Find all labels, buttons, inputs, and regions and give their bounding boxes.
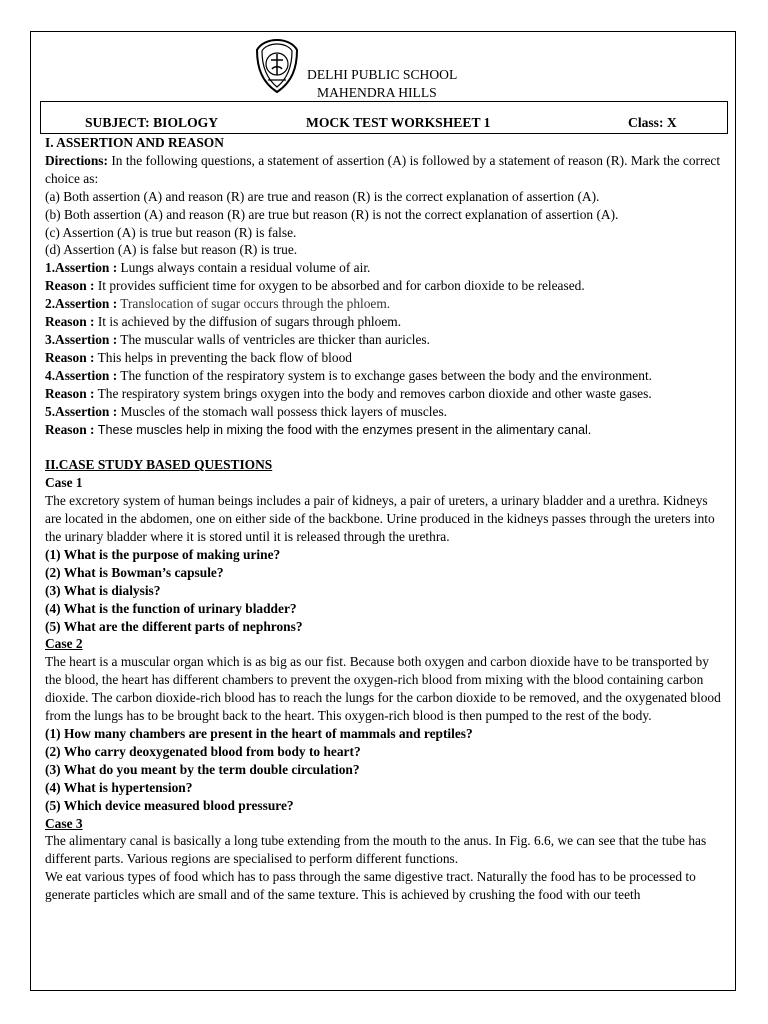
case1-question: (3) What is dialysis? bbox=[45, 582, 161, 598]
assertion-3 bbox=[45, 331, 725, 349]
directions-label: Directions: bbox=[45, 152, 108, 168]
reason-label: Reason : bbox=[45, 314, 95, 330]
assertion-label: 4.Assertion : bbox=[45, 367, 118, 383]
subject-label: SUBJECT: BIOLOGY bbox=[85, 115, 219, 130]
case3-text-2: We eat various types of food which has to pass through the same digestive tract. Naturally the food has to be processed to generate particles which are small and of the same texture. This is achieved by crushing the food with our teeth bbox=[45, 869, 696, 903]
section2-heading: II.CASE STUDY BASED QUESTIONS bbox=[45, 457, 273, 473]
assertion-text: The function of the respiratory system is to exchange gases between the body and the environment. bbox=[117, 367, 653, 383]
case1-question: (4) What is the function of urinary bladder? bbox=[45, 600, 297, 616]
reason-label: Reason : bbox=[45, 349, 95, 365]
reason-text: This helps in preventing the back flow of blood bbox=[94, 349, 352, 365]
assertion-text: Lungs always contain a residual volume of air. bbox=[117, 260, 371, 276]
reason-label: Reason : bbox=[45, 421, 95, 437]
spacer bbox=[45, 439, 725, 456]
case1-question: (2) What is Bowman’s capsule? bbox=[45, 564, 224, 580]
reason-4 bbox=[45, 385, 725, 403]
choice-a: (a) Both assertion (A) and reason (R) are true and reason (R) is the correct explanation of assertion (A). bbox=[45, 188, 600, 204]
case2-title: Case 2 bbox=[45, 636, 83, 652]
worksheet-content bbox=[45, 134, 725, 904]
reason-text: These muscles help in mixing the food with the enzymes present in the alimentary canal. bbox=[94, 422, 592, 437]
case3-text-1: The alimentary canal is basically a long tube extending from the mouth to the anus. In Fig. 6.6, we can see that the tube has different parts. Various regions are specialised to perform different functions. bbox=[45, 833, 707, 867]
school-name-block bbox=[307, 66, 457, 101]
case2-text: The heart is a muscular organ which is as big as our fist. Because both oxygen and carbon dioxide have to be transported by the blood, the heart has different chambers to prevent the oxygen-rich blood from mixing with the blood containing carbon dioxide. The carbon dioxide-rich blood has to reach the lungs for the carbon dioxide to be removed, and the oxygenated blood from the lungs has to be brought back to the heart. This oxygen-rich blood is then pumped to the rest of the body. bbox=[45, 654, 721, 724]
assertion-text: The muscular walls of ventricles are thicker than auricles. bbox=[117, 331, 430, 347]
assertion-4 bbox=[45, 367, 725, 385]
choice-c: (c) Assertion (A) is true but reason (R) is false. bbox=[45, 224, 297, 240]
choice-b: (b) Both assertion (A) and reason (R) are true but reason (R) is not the correct explanation of assertion (A). bbox=[45, 206, 619, 222]
reason-label: Reason : bbox=[45, 385, 95, 401]
case1-question: (1) What is the purpose of making urine? bbox=[45, 546, 281, 562]
class-label: Class: X bbox=[628, 115, 677, 130]
choice-d: (d) Assertion (A) is false but reason (R) is true. bbox=[45, 242, 298, 258]
directions bbox=[45, 152, 725, 188]
case2-question: (4) What is hypertension? bbox=[45, 779, 193, 795]
assertion-label: 1.Assertion : bbox=[45, 260, 118, 276]
assertion-2 bbox=[45, 295, 725, 313]
case1-question: (5) What are the different parts of nephrons? bbox=[45, 618, 303, 634]
directions-text: In the following questions, a statement of assertion (A) is followed by a statement of reason (R). Mark the correct choice as: bbox=[45, 152, 721, 186]
assertion-label: 2.Assertion : bbox=[45, 296, 118, 312]
case2-question: (3) What do you meant by the term double circulation? bbox=[45, 761, 360, 777]
reason-1 bbox=[45, 277, 725, 295]
reason-text: It provides sufficient time for oxygen to be absorbed and for carbon dioxide to be released. bbox=[94, 278, 585, 294]
school-name: DELHI PUBLIC SCHOOL bbox=[307, 67, 458, 82]
assertion-5 bbox=[45, 403, 725, 421]
case2-question: (2) Who carry deoxygenated blood from body to heart? bbox=[45, 743, 361, 759]
school-crest-logo bbox=[254, 38, 300, 94]
assertion-text: Translocation of sugar occurs through the phloem. bbox=[117, 296, 391, 312]
assertion-1 bbox=[45, 259, 725, 277]
case3-title: Case 3 bbox=[45, 815, 83, 831]
school-branch: MAHENDRA HILLS bbox=[317, 84, 437, 100]
assertion-label: 5.Assertion : bbox=[45, 403, 118, 419]
reason-text: It is achieved by the diffusion of sugars through phloem. bbox=[94, 314, 402, 330]
reason-label: Reason : bbox=[45, 278, 95, 294]
section1-heading: I. ASSERTION AND REASON bbox=[45, 135, 224, 150]
worksheet-title: MOCK TEST WORKSHEET 1 bbox=[306, 115, 491, 130]
reason-3 bbox=[45, 349, 725, 367]
case2-question: (1) How many chambers are present in the heart of mammals and reptiles? bbox=[45, 726, 473, 741]
reason-5 bbox=[45, 421, 725, 440]
case2-question: (5) Which device measured blood pressure? bbox=[45, 797, 294, 813]
reason-text: The respiratory system brings oxygen into the body and removes carbon dioxide and other waste gases. bbox=[94, 385, 652, 401]
assertion-text: Muscles of the stomach wall possess thick layers of muscles. bbox=[117, 403, 448, 419]
reason-2 bbox=[45, 313, 725, 331]
case1-title: Case 1 bbox=[45, 475, 83, 491]
assertion-label: 3.Assertion : bbox=[45, 331, 118, 347]
case1-text: The excretory system of human beings includes a pair of kidneys, a pair of ureters, a urinary bladder and a urethra. Kidneys are located in the abdomen, one on either side of the backbone. Urine produced in the kidneys passes through the ureters into the urinary bladder where it is stored until it is released through the urethra. bbox=[45, 493, 715, 545]
